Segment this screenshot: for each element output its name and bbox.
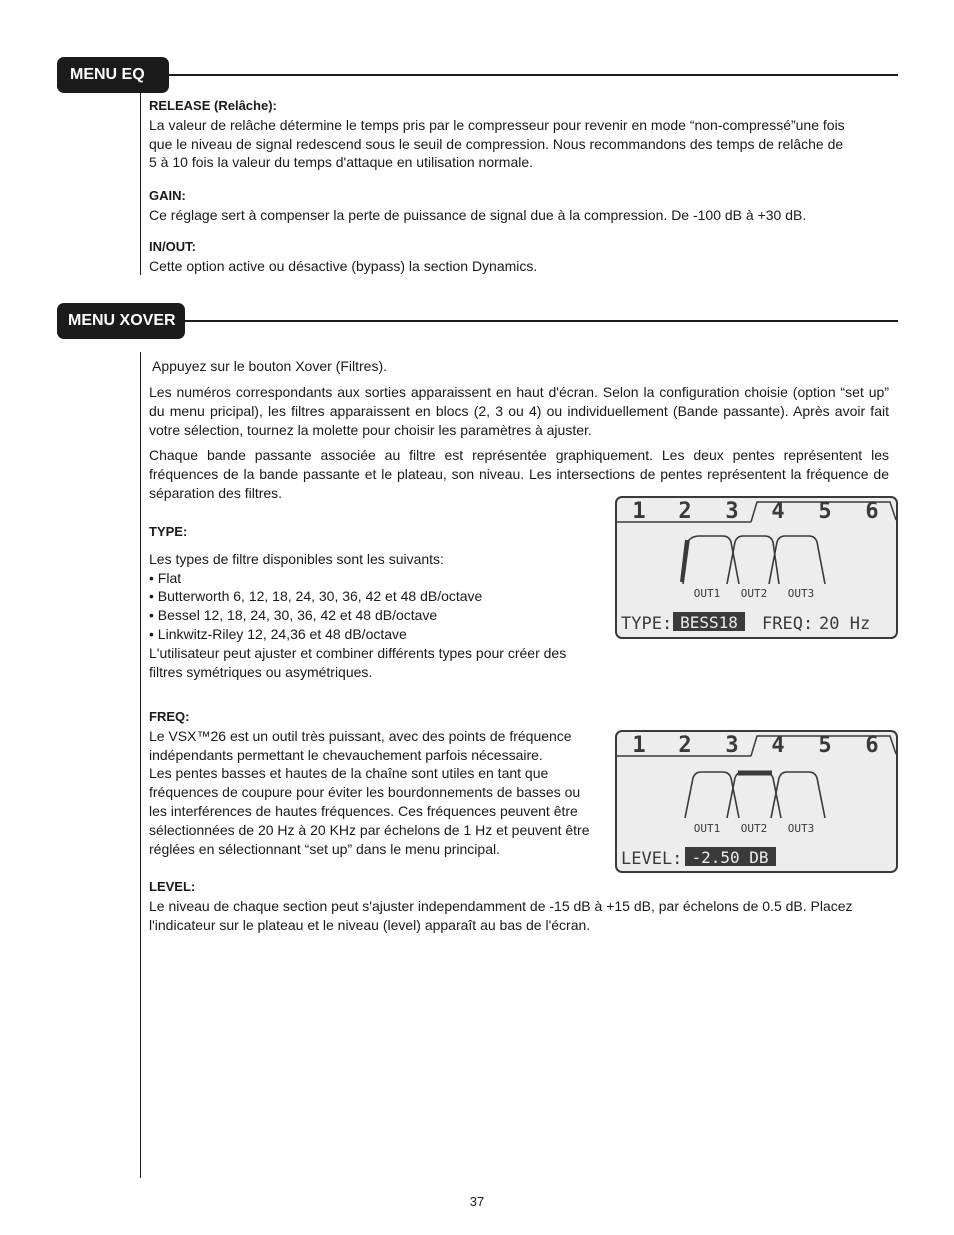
lcd1-channel-5: 5	[818, 499, 832, 524]
release-line-1: La valeur de relâche détermine le temps pris par le compresseur pour revenir en mode “non-compressé”une fois	[149, 116, 845, 133]
xover-paragraph-1: Les numéros correspondants aux sorties apparaissent en haut d'écran. Selon la configuration choisie (option “set up” du menu pricipal), les filtres apparaissent en blocs (2, 3 ou 4) ou individuellement (Bande passante). Après avoir fait votre sélection, tournez la molette pour choisir les paramètres à ajuster.	[149, 384, 889, 438]
gain-text: Ce réglage sert à compenser la perte de puissance de signal due à la compression. De -100 dB à +30 dB.	[149, 206, 807, 223]
lcd1-channel-3: 3	[725, 499, 739, 524]
freq-line-1: Le VSX™26 est un outil très puissant, avec des points de fréquence	[149, 727, 572, 744]
lcd2-level-key: LEVEL:	[621, 849, 683, 869]
menu-eq-rule	[168, 74, 898, 76]
xover-paragraph-2: Chaque bande passante associée au filtre est représentée graphiquement. Les deux pentes représentent les fréquences de la bande passante et le plateau, son niveau. Les intersections de pentes représentent la fréquence de séparation des filtres.	[149, 447, 889, 501]
release-block	[149, 97, 889, 172]
release-line-3: 5 à 10 fois la valeur du temps d'attaque en utilisation normale.	[149, 154, 534, 171]
lcd2-level-value: -2.50 DB	[691, 848, 769, 867]
lcd1-type-value: BESS18	[680, 613, 738, 632]
gain-block	[149, 187, 889, 225]
type-outro-line-2: filtres symétriques ou asymétriques.	[149, 663, 373, 680]
lcd1-channel-4: 4	[771, 499, 785, 524]
gain-label: GAIN:	[149, 188, 186, 203]
type-item-bessel: • Bessel 12, 18, 24, 30, 36, 42 et 48 dB/octave	[149, 607, 438, 624]
lcd2-channel-5: 5	[818, 733, 832, 758]
menu-xover-rule	[184, 320, 898, 322]
freq-line-3: Les pentes basses et hautes de la chaîne sont utiles en tant que	[149, 765, 549, 782]
type-block	[149, 523, 604, 681]
lcd1-type-key: TYPE:	[621, 614, 673, 634]
type-intro: Les types de filtre disponibles sont les suivants:	[149, 550, 444, 567]
lcd2-channel-2: 2	[678, 733, 692, 758]
freq-line-6: sélectionnées de 20 Hz à 20 KHz par échelons de 1 Hz et peuvent être	[149, 821, 590, 838]
level-line-1: Le niveau de chaque section peut s'ajuster independamment de -15 dB à +15 dB, par échelons de 0.5 dB. Placez	[149, 897, 853, 914]
inout-block	[149, 238, 889, 276]
level-block	[149, 878, 889, 934]
lcd1-channel-6: 6	[865, 499, 879, 524]
lcd2-channel-3: 3	[725, 733, 739, 758]
type-item-flat: • Flat	[149, 569, 182, 586]
freq-line-7: réglées en sélectionnant “set up” dans le menu principal.	[149, 840, 500, 857]
freq-line-4: fréquences de coupure pour éviter les bourdonnements de basses ou	[149, 784, 581, 801]
release-line-2: que le niveau de signal redescend sous le seuil de compression. Nous recommandons des temps de relâche de	[149, 135, 844, 152]
inout-text: Cette option active ou désactive (bypass) la section Dynamics.	[149, 257, 538, 274]
type-outro-line-1: L'utilisateur peut ajuster et combiner différents types pour créer des	[149, 644, 567, 661]
lcd1-channel-1: 1	[632, 499, 646, 524]
menu-eq-tab: MENU EQ	[57, 57, 169, 93]
lcd1-out1: OUT1	[693, 587, 721, 600]
type-label: TYPE:	[149, 524, 188, 539]
lcd2-channel-6: 6	[865, 733, 879, 758]
freq-label: FREQ:	[149, 709, 190, 724]
page-number: 37	[469, 1194, 485, 1209]
release-label: RELEASE (Relâche):	[149, 98, 277, 113]
freq-line-2: indépendants permettant le chevauchement parfois nécessaire.	[149, 746, 543, 763]
lcd-type-freq-screen	[615, 496, 898, 639]
lcd1-out3: OUT3	[787, 587, 815, 600]
menu-eq-margin-line	[140, 93, 141, 275]
type-item-linkwitz: • Linkwitz-Riley 12, 24,36 et 48 dB/octave	[149, 625, 407, 642]
lcd2-out2: OUT2	[740, 822, 768, 835]
lcd2-channel-4: 4	[771, 733, 785, 758]
lcd1-freq-key: FREQ:	[762, 614, 814, 634]
xover-intro: Appuyez sur le bouton Xover (Filtres).	[152, 358, 387, 374]
lcd1-channel-2: 2	[678, 499, 692, 524]
type-item-butterworth: • Butterworth 6, 12, 18, 24, 30, 36, 42 et 48 dB/octave	[149, 588, 483, 605]
lcd2-out1: OUT1	[693, 822, 721, 835]
level-label: LEVEL:	[149, 879, 196, 894]
menu-xover-margin-line	[140, 352, 141, 1178]
lcd2-out3: OUT3	[787, 822, 815, 835]
lcd-level-screen	[615, 730, 898, 873]
lcd1-freq-value: 20 Hz	[819, 614, 871, 634]
lcd2-channel-1: 1	[632, 733, 646, 758]
freq-line-5: les interférences de hautes fréquences. Ces fréquences peuvent être	[149, 802, 578, 819]
freq-block	[149, 708, 609, 858]
level-line-2: l'indicateur sur le plateau et le niveau (level) apparaît au bas de l'écran.	[149, 916, 591, 933]
lcd1-out2: OUT2	[740, 587, 768, 600]
menu-xover-tab: MENU XOVER	[57, 303, 185, 339]
inout-label: IN/OUT:	[149, 239, 196, 254]
